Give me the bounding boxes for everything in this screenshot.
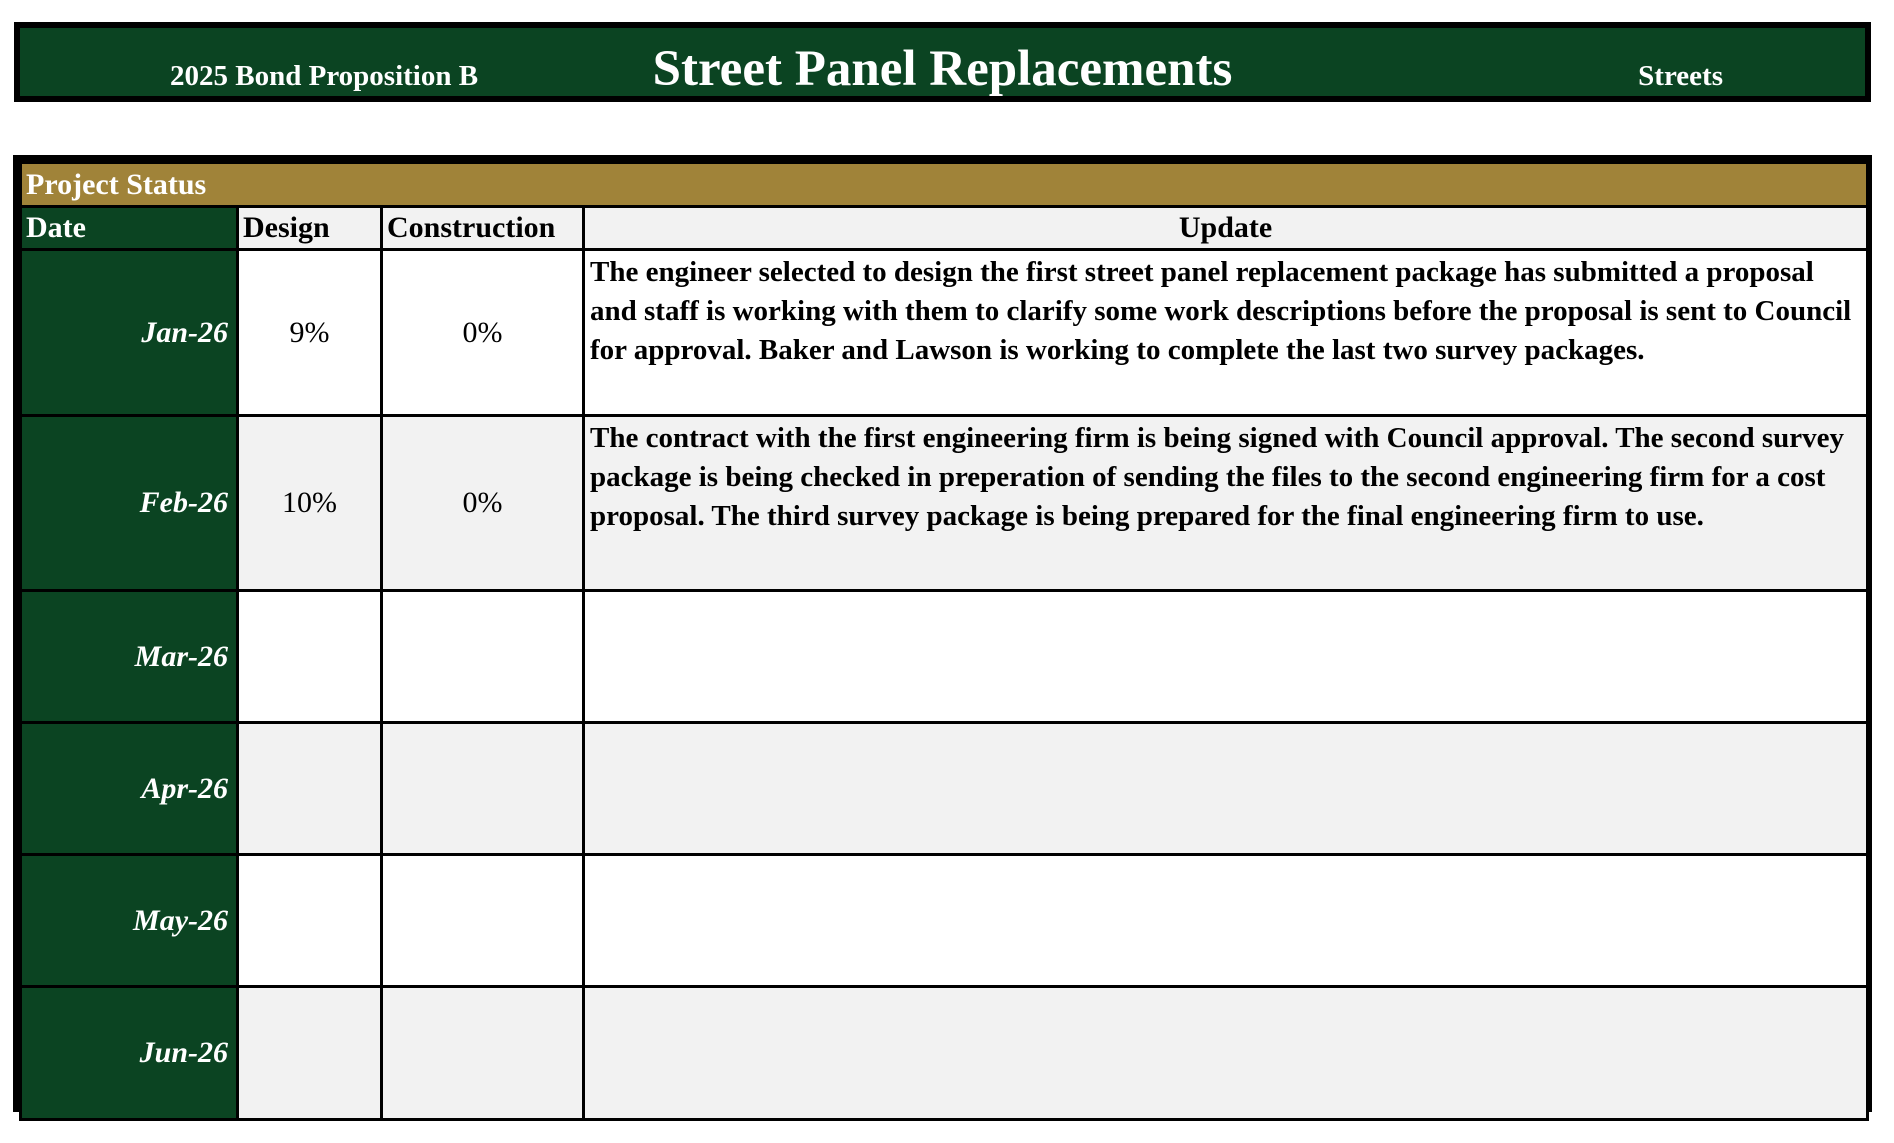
column-header-date: Date [21,207,238,250]
row-date: Apr-26 [21,723,238,855]
row-construction-percent [382,987,584,1120]
row-construction-percent: 0% [382,250,584,416]
table-row [21,855,1868,987]
category-label: Streets [1638,60,1723,92]
row-date: Jun-26 [21,987,238,1120]
table-row [21,591,1868,723]
project-status-panel [13,155,1872,1112]
row-update-text: The engineer selected to design the first street panel replacement package has submitted a proposal and staff is working with them to clarify some work descriptions before the proposal is sent to Council for approval. Baker and Lawson is working to complete the last two survey packages. [584,250,1868,416]
row-design-percent [238,855,382,987]
row-update-text [584,987,1868,1120]
section-title: Project Status [21,163,1868,207]
table-row [21,416,1868,591]
row-date: Jan-26 [21,250,238,416]
row-update-text [584,723,1868,855]
row-construction-percent [382,723,584,855]
row-update-text: The contract with the first engineering firm is being signed with Council approval. The second survey package is being checked in preperation of sending the files to the second engineering firm for a cost proposal. The third survey package is being prepared for the final engineering firm to use. [584,416,1868,591]
project-status-table [19,161,1869,1121]
row-design-percent: 9% [238,250,382,416]
row-design-percent [238,987,382,1120]
row-update-text [584,591,1868,723]
row-design-percent [238,723,382,855]
row-date: May-26 [21,855,238,987]
column-header-update: Update [584,207,1868,250]
row-design-percent [238,591,382,723]
row-design-percent: 10% [238,416,382,591]
row-date: Feb-26 [21,416,238,591]
column-header-row [21,207,1868,250]
table-row [21,987,1868,1120]
column-header-construction: Construction [382,207,584,250]
row-update-text [584,855,1868,987]
row-date: Mar-26 [21,591,238,723]
page-title: Street Panel Replacements [652,41,1233,97]
bond-proposition-label: 2025 Bond Proposition B [170,60,479,92]
table-row [21,723,1868,855]
row-construction-percent [382,855,584,987]
table-row [21,250,1868,416]
row-construction-percent [382,591,584,723]
column-header-design: Design [238,207,382,250]
row-construction-percent: 0% [382,416,584,591]
report-header [14,22,1871,102]
